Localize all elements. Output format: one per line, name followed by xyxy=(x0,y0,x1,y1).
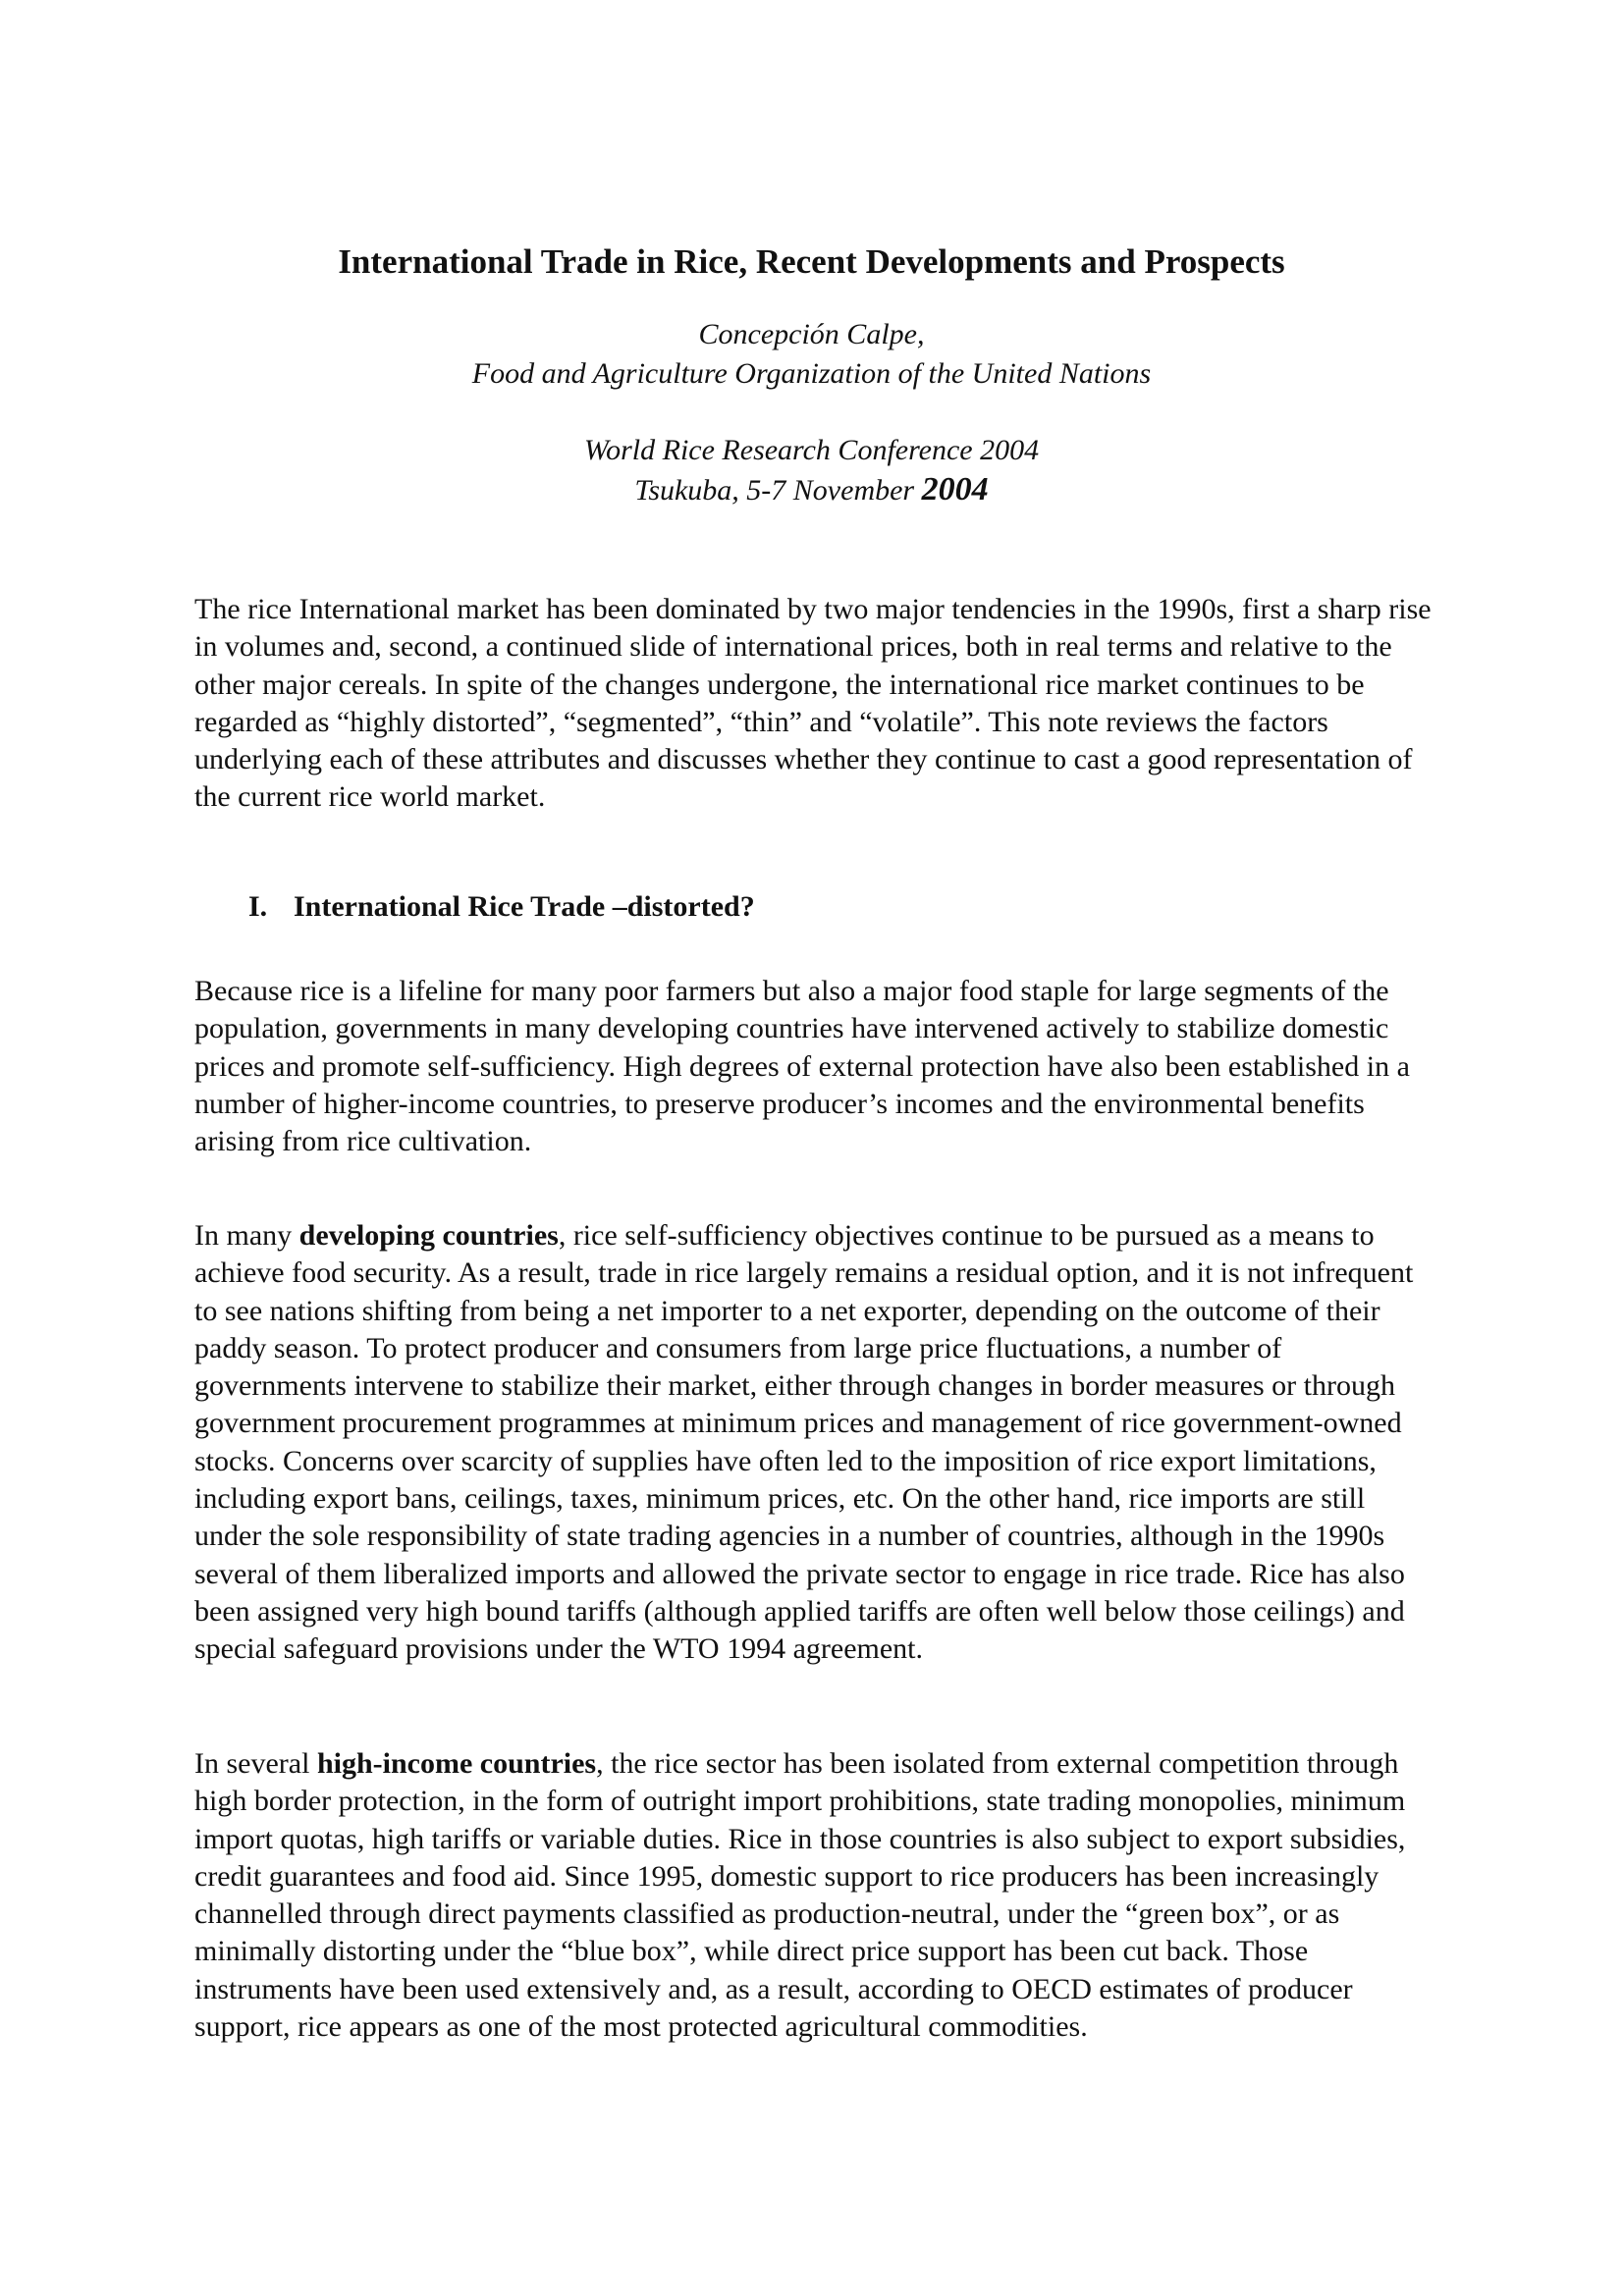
emphasis-high-income-countries: high-income countries xyxy=(316,1747,597,1780)
section-title: International Rice Trade –distorted? xyxy=(294,890,755,923)
paragraph-lead: In several xyxy=(194,1747,317,1780)
conference-name: World Rice Research Conference 2004 xyxy=(583,434,1040,466)
section-number: I. xyxy=(248,890,268,923)
venue-year: 2004 xyxy=(921,471,989,507)
section-paragraph-2 xyxy=(194,1217,1432,1669)
document-title: International Trade in Rice, Recent Developments and Prospects xyxy=(338,242,1285,281)
conference-venue xyxy=(0,471,1623,509)
section-heading xyxy=(248,888,755,926)
venue-text: Tsukuba, 5-7 November xyxy=(634,474,922,507)
section-paragraph-3 xyxy=(194,1745,1432,2046)
section-paragraph-1: Because rice is a lifeline for many poor farmers but also a major food staple for large segments of the population, governments in many developing countries have intervened actively to stabilize domestic prices and promote self-sufficiency. High degrees of external protection have also been established in a number of higher-income countries, to preserve producer’s incomes and the environmental benefits arising from rice cultivation. xyxy=(194,975,1410,1158)
paragraph-lead: In many xyxy=(194,1219,299,1252)
paragraph-body: , rice self-sufficiency objectives continue to be pursued as a means to achieve food security. As a result, trade in rice largely remains a residual option, and it is not infrequent to see nations shifting from being a net importer to a net exporter, depending on the outcome of their paddy season. To protect producer and consumers from large price fluctuations, a number of governments intervene to stabilize their market, either through changes in border measures or through government procurement programmes at minimum prices and management of rice government-owned stocks. Concerns over scarcity of supplies have often led to the imposition of rice export limitations, including export bans, ceilings, taxes, minimum prices, etc. On the other hand, rice imports are still under the sole responsibility of state trading agencies in a number of countries, although in the 1990s several of them liberalized imports and allowed the private sector to engage in rice trade. Rice has also been assigned very high bound tariffs (although applied tariffs are often well below those ceilings) and special safeguard provisions under the WTO 1994 agreement. xyxy=(194,1219,1414,1666)
paragraph-body: , the rice sector has been isolated from external competition through high border protection, in the form of outright import prohibitions, state trading monopolies, minimum import quotas, high tariffs or variable duties. Rice in those countries is also subject to export subsidies, credit guarantees and food aid. Since 1995, domestic support to rice producers has been increasingly channelled through direct payments classified as production-neutral, under the “green box”, or as minimally distorting under the “blue box”, while direct price support has been cut back. Those instruments have been used extensively and, as a result, according to OECD estimates of producer support, rice appears as one of the most protected agricultural commodities. xyxy=(194,1747,1406,2044)
author-affiliation: Food and Agriculture Organization of the United Nations xyxy=(471,357,1152,390)
intro-paragraph: The rice International market has been dominated by two major tendencies in the 1990s, first a sharp rise in volumes and, second, a continued slide of international prices, both in real terms and relative to the other major cereals. In spite of the changes undergone, the international rice market continues to be regarded as “highly distorted”, “segmented”, “thin” and “volatile”. This note reviews the factors underlying each of these attributes and discusses whether they continue to cast a good representation of the current rice world market. xyxy=(194,593,1432,814)
emphasis-developing-countries: developing countries xyxy=(298,1219,559,1252)
author-name: Concepción Calpe, xyxy=(698,318,925,350)
